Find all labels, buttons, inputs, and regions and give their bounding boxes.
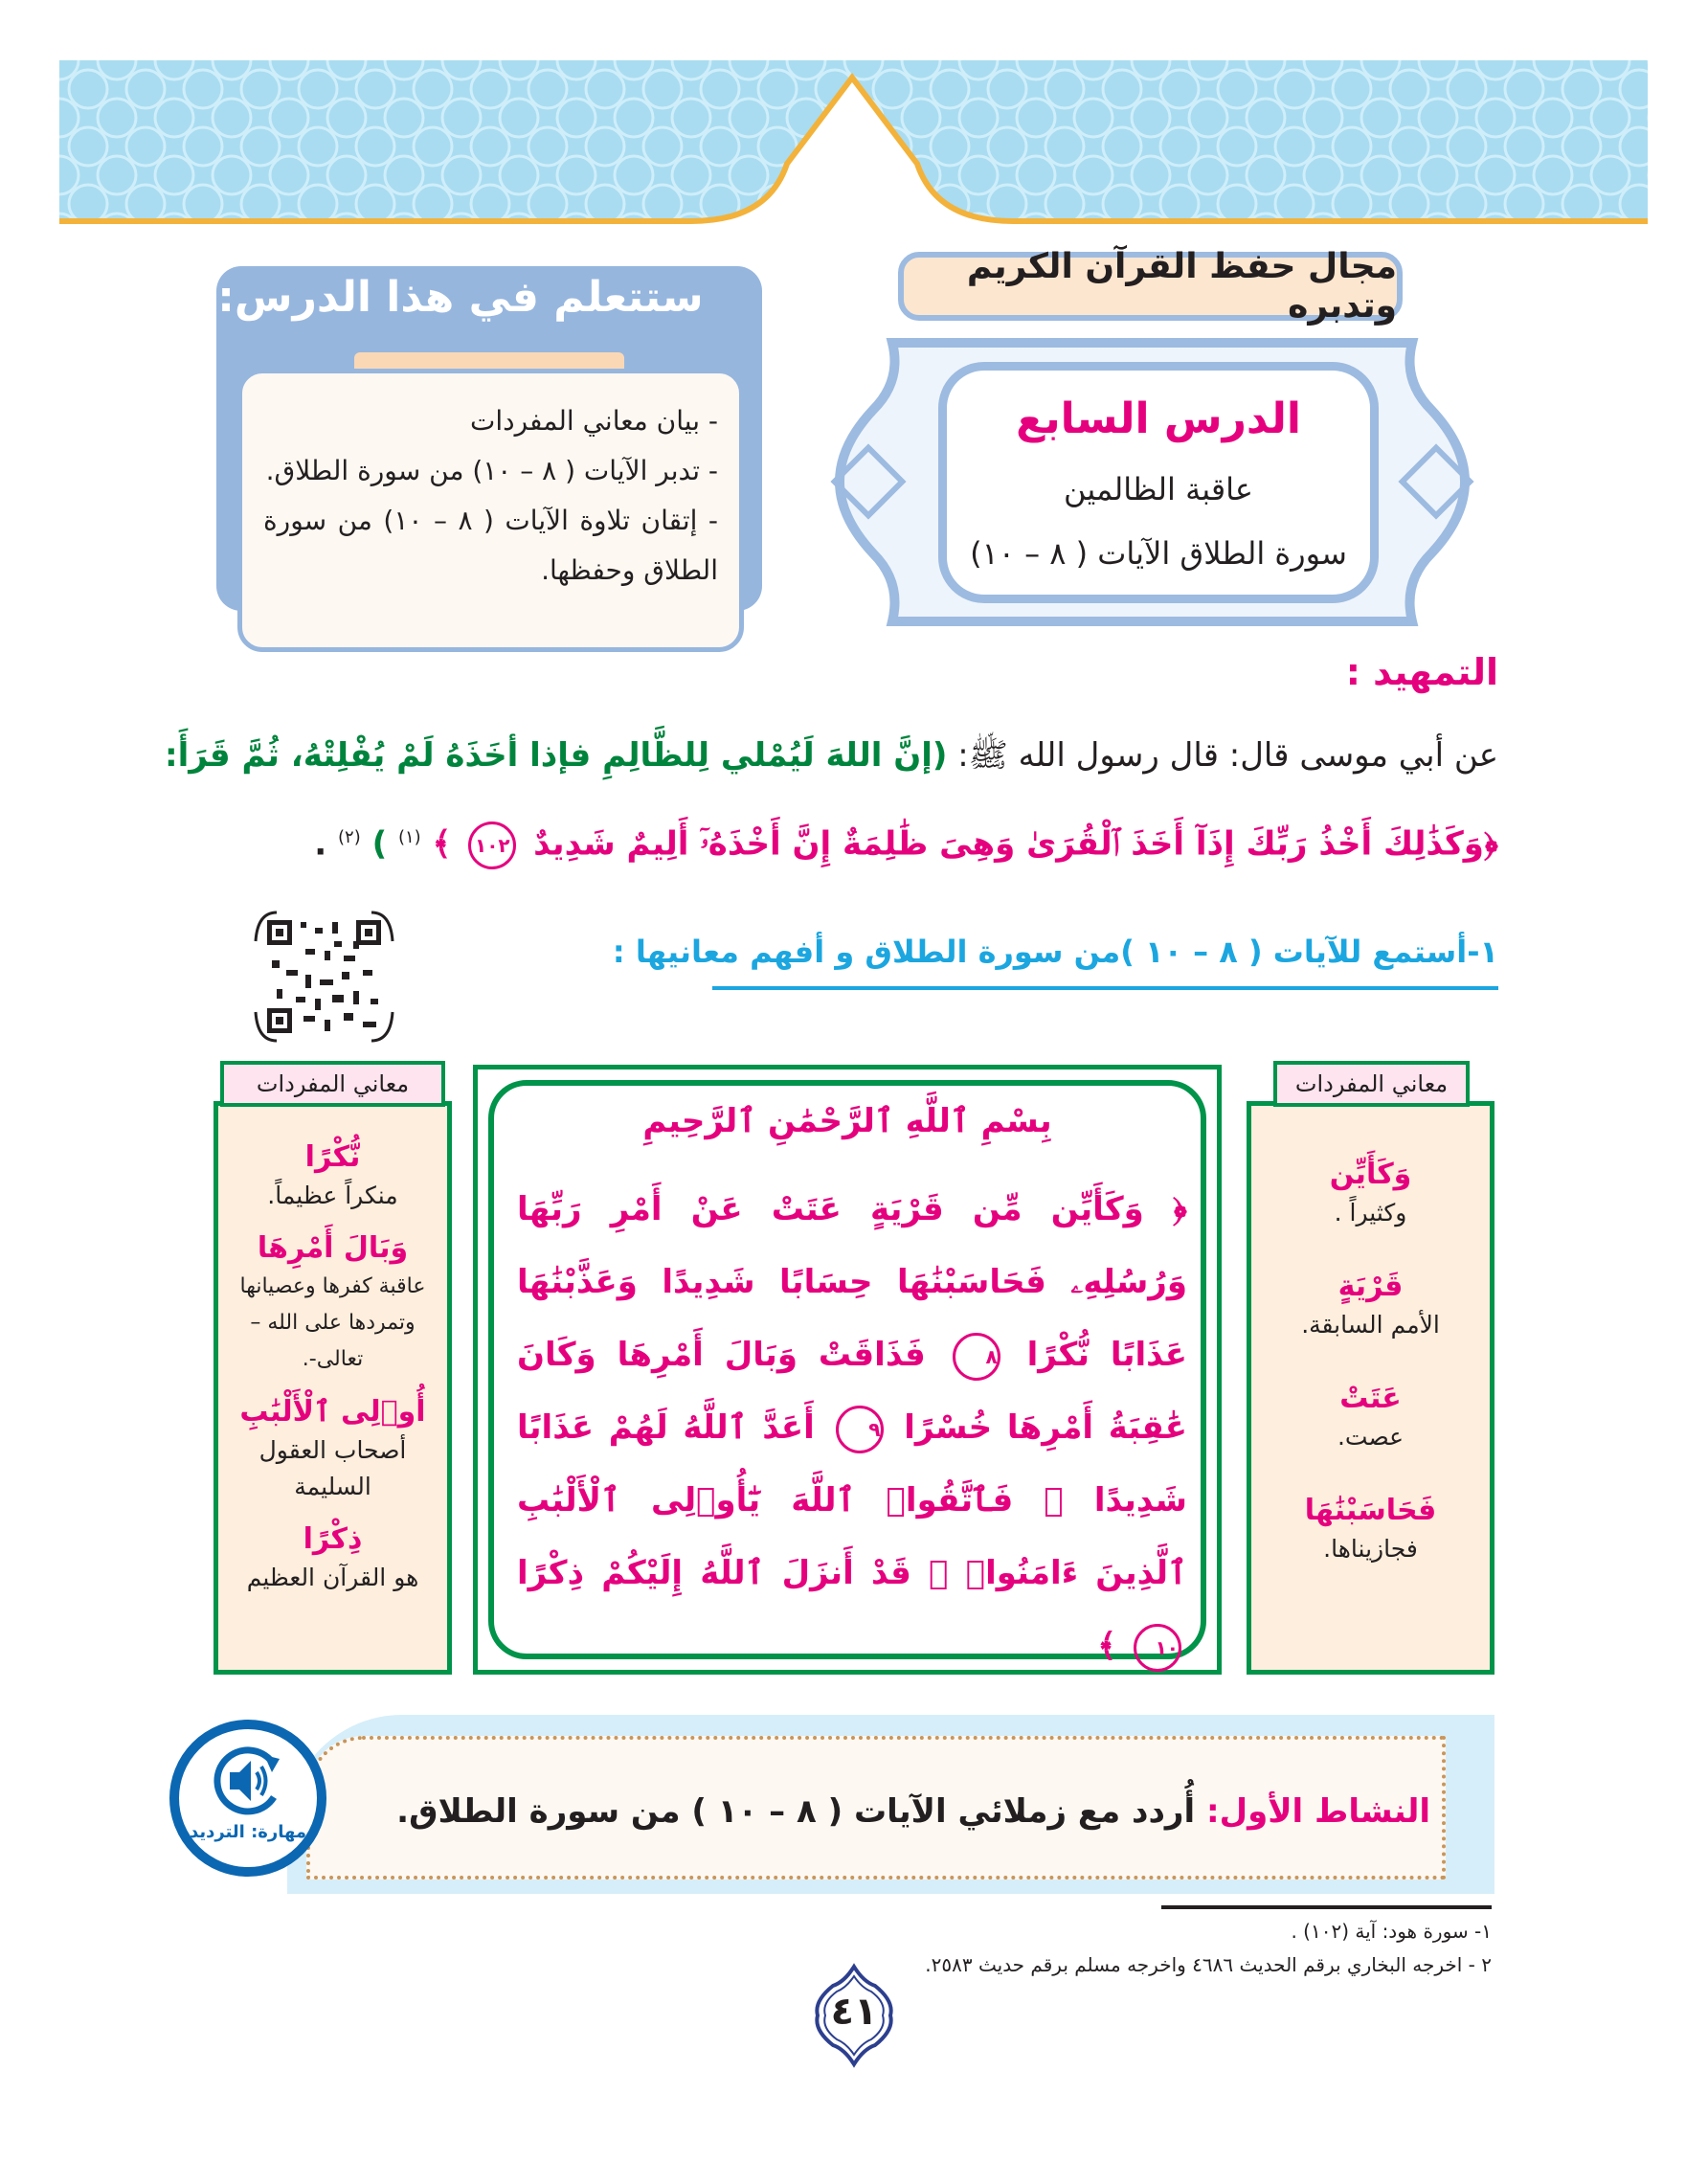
ayah-number: ١٠ [1134, 1624, 1181, 1672]
page-number: ٤١ [830, 1990, 878, 2034]
vocab-word: وَبَالَ أَمْرِهَا [257, 1231, 409, 1265]
vocab-word: أُو۟لِى ٱلْأَلْبَٰبِ [239, 1395, 426, 1429]
footnote: ١- سورة هود: آية (١٠٢) . [1291, 1920, 1492, 1943]
objective-item: - بيان معاني المفردات [469, 405, 718, 437]
ayah-number: ٨ [953, 1333, 1000, 1381]
footnote-divider [1161, 1905, 1492, 1909]
lesson-range: سورة الطلاق الآيات ( ٨ – ١٠) [970, 534, 1347, 572]
vocab-meaning: أصحاب العقول السليمة [258, 1436, 407, 1500]
skill-label: مهارة: الترديد [189, 1822, 307, 1842]
verse-text: ﴿وَكَذَٰلِكَ أَخْذُ رَبِّكَ إِذَآ أَخَذَ ٱلْقُرَىٰ وَهِىَ ظَٰلِمَةٌ إِنَّ أَخْذَهُۥٓ أَلِيمٌ شَدِيدٌ [533, 824, 1498, 864]
lesson-subtitle: عاقبة الظالمين [1063, 470, 1254, 507]
hadith-prefix: عن أبي موسى قال: قال رسول الله ﷺ: [957, 736, 1498, 775]
intro-heading: التمهيد : [1345, 651, 1498, 693]
objective-item: - تدبر الآيات ( ٨ – ١٠) من سورة الطلاق. [265, 455, 718, 486]
vocab-meaning: وكثيراً . [1334, 1199, 1407, 1227]
speaker-repeat-icon [205, 1738, 291, 1824]
vocab-meaning: عاقبة كفرها وعصيانها وتمردها على الله – تعالى-. [239, 1274, 426, 1371]
vocab-word: عَتَتْ [1339, 1382, 1402, 1415]
vocab-meaning: فجازيناها. [1323, 1535, 1418, 1563]
vocab-word: قَرْيَةٍ [1337, 1270, 1404, 1303]
lesson-title: الدرس السابع [1016, 394, 1301, 443]
vocabulary-box-left [214, 1101, 452, 1675]
vocab-word: فَحَاسَبْنَٰهَا [1304, 1494, 1437, 1527]
verse-segment: ﴿ وَكَأَيِّن مِّن قَرْيَةٍ عَتَتْ عَنْ أَمْرِ رَبِّهَا وَرُسُلِهِۦ فَحَاسَبْنَٰهَا حِسَابًا شَدِيدًا وَعَذَّبْنَٰهَا عَذَابًا نُّكْرًا [517, 1190, 1187, 1374]
activity-text: أُردد مع زملائي الآيات ( ٨ – ١٠ ) من سورة الطلاق. [396, 1792, 1196, 1831]
activity-label: النشاط الأول: [1205, 1792, 1430, 1831]
quran-verses-text [517, 1173, 1187, 1682]
ayah-number: ١٠٢ [468, 822, 516, 869]
verse-close: ﴾ [1097, 1627, 1117, 1665]
vocabulary-box-right [1247, 1101, 1494, 1675]
objective-item: - إتقان تلاوة الآيات ( ٨ – ١٠) من سورة الطلاق وحفظها. [263, 505, 718, 586]
decorative-header-banner [59, 60, 1648, 237]
heading-underline [712, 986, 1498, 990]
verse-line [314, 822, 1498, 869]
verse-close: ﴾ [432, 824, 452, 864]
vocab-meaning: هو القرآن العظيم [246, 1564, 419, 1591]
listen-heading: ١-أستمع للآيات ( ٨ – ١٠ )من سورة الطلاق و أفهم معانيها : [612, 934, 1498, 970]
category-pill: مجال حفظ القرآن الكريم وتدبره [898, 252, 1403, 321]
vocabulary-heading: معاني المفردات [220, 1061, 445, 1107]
footnote-mark: (١) [397, 827, 421, 848]
verse-segment: فَذَاقَتْ وَبَالَ أَمْرِهَا وَكَانَ عَٰقِبَةُ أَمْرِهَا خُسْرًا [517, 1336, 1187, 1447]
vocab-meaning: منكراً عظيماً. [267, 1182, 398, 1209]
lesson-title-card [938, 362, 1379, 603]
vocab-word: وَكَأَيِّن [1329, 1158, 1412, 1191]
qr-code[interactable] [248, 903, 400, 1050]
ayah-number: ٩ [836, 1406, 884, 1453]
vocabulary-heading: معاني المفردات [1273, 1061, 1470, 1107]
footnote-mark: (٢) [338, 827, 361, 848]
hadith-line [165, 735, 1498, 782]
learning-objectives-title: ستتعلم في هذا الدرس: [217, 273, 704, 322]
vocab-word: ذِكْرًا [303, 1522, 363, 1556]
sentence-end: . [314, 824, 327, 864]
verse-segment: أَعَدَّ ٱللَّهُ لَهُمْ عَذَابًا شَدِيدًا ۖ فَٱتَّقُوا۟ ٱللَّهَ يَٰٓأُو۟لِى ٱلْأَلْبَٰبِ ٱلَّذِينَ ءَامَنُوا۟ ۚ قَدْ أَنزَلَ ٱللَّهُ إِلَيْكُمْ ذِكْرًا [517, 1408, 1187, 1592]
vocab-meaning: عصت. [1337, 1423, 1405, 1451]
vocab-word: نُّكْرًا [304, 1140, 361, 1174]
activity-instruction [396, 1792, 1430, 1831]
vocab-meaning: الأمم السابقة. [1301, 1311, 1440, 1339]
basmala: بِسْمِ ٱللَّهِ ٱلرَّحْمَٰنِ ٱلرَّحِيمِ [642, 1102, 1052, 1140]
hadith-quote: (إنَّ اللهَ لَيُمْلي لِلظَّالِمِ فإذا أخَذَهُ لَمْ يُفْلِتْهُ، ثُمَّ قَرَأَ: [165, 736, 948, 775]
learning-objectives-list [237, 369, 744, 652]
quote-close: ) [371, 824, 388, 864]
footnote: ٢ - اخرجه البخاري برقم الحديث ٤٦٨٦ واخرجه مسلم برقم حديث ٢٥٨٣. [925, 1953, 1492, 1976]
